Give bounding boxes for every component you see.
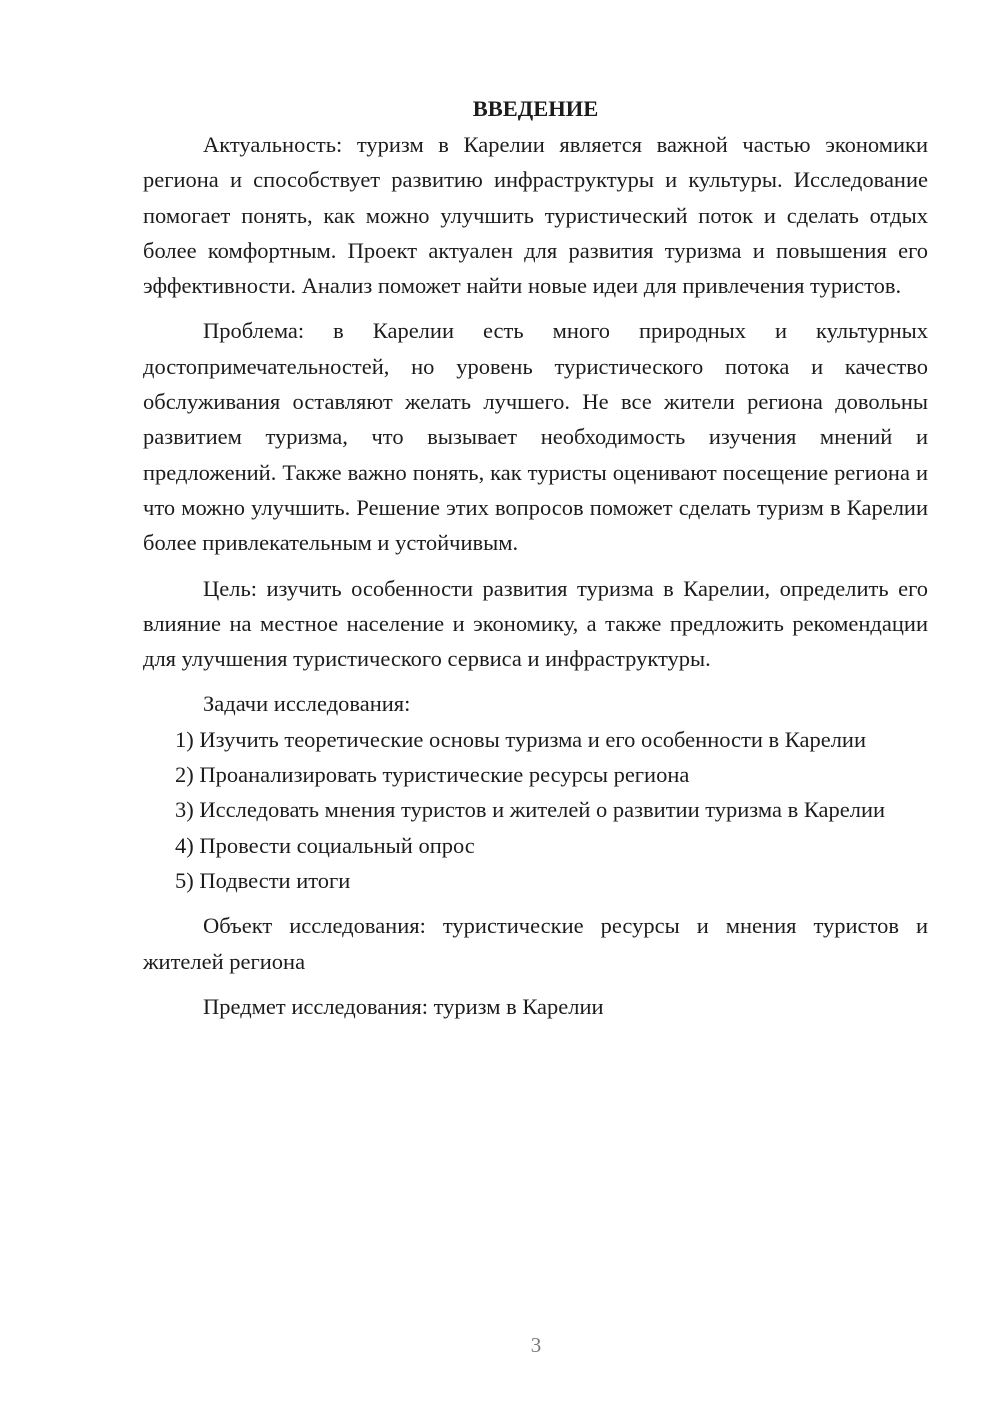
subject-paragraph: Предмет исследования: туризм в Карелии xyxy=(203,993,604,1019)
problem-paragraph: Проблема: в Карелии есть много природных и культурных достопримечательностей, но уровень туристического потока и качество обслуживания оставляют желать лучшего. Не все жители региона довольны развитием туризма, что вызывает необходимость изучения мнений и предложений. Также важно понять, как туристы оценивают посещение региона и что можно улучшить. Решение этих вопросов поможет сделать туризм в Карелии более привлекательным и устойчивым. xyxy=(143,318,928,556)
task-item-1: 1) Изучить теоретические основы туризма и его особенности в Карелии xyxy=(175,726,867,752)
tasks-intro: Задачи исследования: xyxy=(203,691,411,717)
page-content xyxy=(143,91,928,1024)
section-heading: ВВЕДЕНИЕ xyxy=(472,96,599,121)
task-item-3: 3) Исследовать мнения туристов и жителей о развитии туризма в Карелии xyxy=(175,797,886,823)
goal-paragraph: Цель: изучить особенности развития туризма в Карелии, определить его влияние на местное население и экономику, а также предложить рекомендации для улучшения туристического сервиса и инфраструктуры. xyxy=(143,575,928,672)
page-number: 3 xyxy=(530,1333,542,1357)
task-item-5: 5) Подвести итоги xyxy=(175,867,351,893)
relevance-paragraph: Актуальность: туризм в Карелии является важной частью экономики региона и способствует развитию инфраструктуры и культуры. Исследование помогает понять, как можно улучшить туристический поток и сделать отдых более комфортным. Проект актуален для развития туризма и повышения его эффективности. Анализ поможет найти новые идеи для привлечения туристов. xyxy=(143,132,928,299)
object-paragraph: Объект исследования: туристические ресурсы и мнения туристов и жителей региона xyxy=(143,913,928,974)
task-item-2: 2) Проанализировать туристические ресурсы региона xyxy=(175,762,690,788)
task-item-4: 4) Провести социальный опрос xyxy=(175,832,475,858)
